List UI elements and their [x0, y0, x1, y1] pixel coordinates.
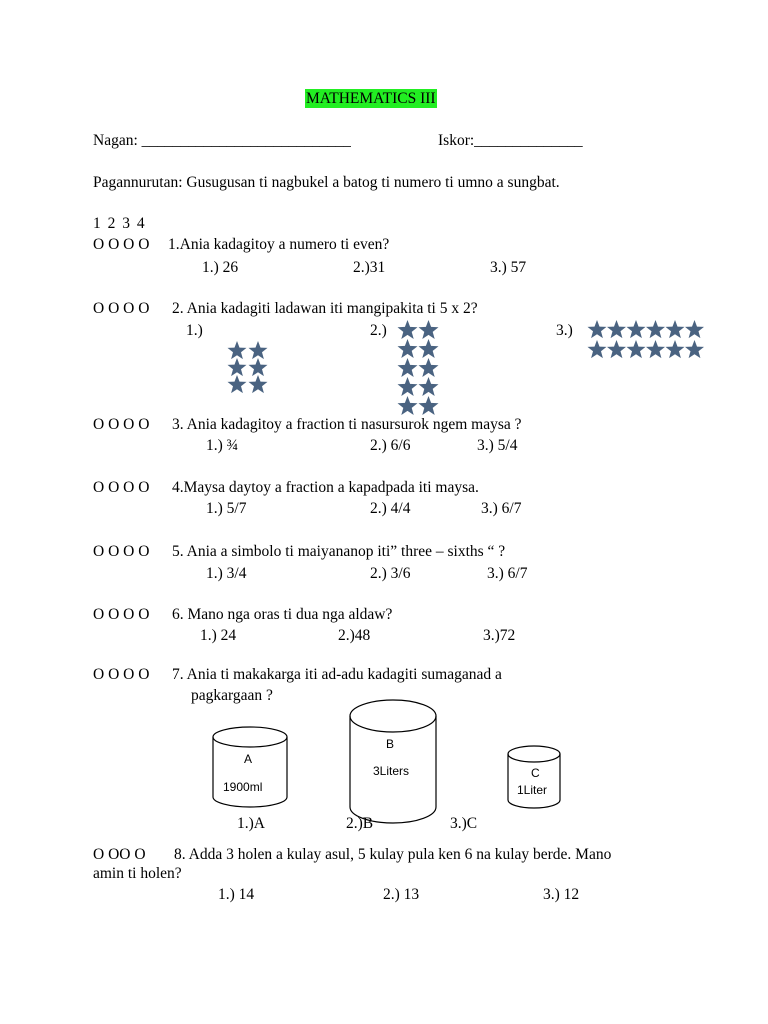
question-4-text: 4.Maysa daytoy a fraction a kapadpada iti maysa.: [172, 479, 479, 496]
question-8-choice-3: 3.) 12: [543, 886, 580, 903]
answer-column-numbers: 1 2 3 4: [93, 215, 145, 232]
star-icon: [228, 358, 247, 376]
star-icon: [398, 396, 418, 415]
question-4-choice-2: 2.) 4/4: [370, 500, 411, 517]
star-icon: [685, 320, 704, 338]
question-8-text: 8. Adda 3 holen a kulay asul, 5 kulay pula ken 6 na kulay berde. Mano: [174, 846, 612, 863]
question-1-choice-2: 2.)31: [353, 259, 386, 276]
star-icon: [627, 320, 646, 338]
question-5-text: 5. Ania a simbolo ti maiyananop iti” three – sixths “ ?: [172, 543, 506, 560]
star-icon: [398, 320, 418, 339]
star-group-option-2: [396, 319, 446, 414]
star-icon: [627, 340, 646, 358]
star-icon: [607, 340, 626, 358]
question-7-choice-1: 1.)A: [237, 815, 265, 832]
question-6-bubbles[interactable]: O O O O: [93, 606, 150, 623]
question-8-text-continued: amin ti holen?: [93, 865, 182, 882]
question-2-text: 2. Ania kadagiti ladawan iti mangipakita ti 5 x 2?: [172, 300, 478, 317]
container-b-letter: B: [386, 737, 395, 751]
question-4-bubbles[interactable]: O O O O: [93, 479, 150, 496]
star-group-option-1: [226, 340, 276, 396]
star-icon: [685, 340, 704, 358]
container-c-letter: C: [531, 766, 540, 780]
container-a: [212, 726, 288, 808]
star-icon: [646, 340, 665, 358]
question-1-choice-1: 1.) 26: [202, 259, 239, 276]
question-1-bubbles[interactable]: O O O O: [93, 236, 150, 253]
question-8-bubbles[interactable]: O OO O: [93, 846, 146, 863]
container-b-amount: 3Liters: [373, 764, 410, 778]
star-icon: [419, 339, 439, 358]
star-icon: [607, 320, 626, 338]
question-6-choice-3: 3.)72: [483, 627, 516, 644]
question-4-choice-3: 3.) 6/7: [481, 500, 522, 517]
question-7-choice-3: 3.)C: [450, 815, 478, 832]
star-icon: [228, 341, 247, 359]
star-icon: [249, 341, 268, 359]
question-7-text-continued: pagkargaan ?: [191, 687, 273, 704]
star-icon: [419, 377, 439, 396]
star-icon: [398, 377, 418, 396]
instructions: Pagannurutan: Gusugusan ti nagbukel a batog ti numero ti umno a sungbat.: [93, 174, 560, 191]
container-a-letter: A: [244, 752, 253, 766]
star-icon: [666, 340, 685, 358]
question-6-choice-1: 1.) 24: [200, 627, 237, 644]
question-5-choice-3: 3.) 6/7: [487, 565, 528, 582]
star-icon: [398, 358, 418, 377]
question-3-bubbles[interactable]: O O O O: [93, 416, 150, 433]
star-icon: [249, 375, 268, 393]
question-7-text: 7. Ania ti makakarga iti ad-adu kadagiti sumaganad a: [172, 666, 502, 683]
question-7-choice-2: 2.)B: [346, 815, 374, 832]
question-2-bubbles[interactable]: O O O O: [93, 300, 150, 317]
question-5-choice-1: 1.) 3/4: [206, 565, 247, 582]
star-group-option-3: [586, 319, 711, 364]
question-6-choice-2: 2.)48: [338, 627, 371, 644]
question-7-bubbles[interactable]: O O O O: [93, 666, 150, 683]
container-c-amount: 1Liter: [517, 783, 548, 797]
question-1-choice-3: 3.) 57: [490, 259, 527, 276]
score-field-label: Iskor:______________: [438, 132, 583, 149]
question-3-text: 3. Ania kadagitoy a fraction ti nasursurok ngem maysa ?: [172, 416, 522, 433]
question-3-choice-2: 2.) 6/6: [370, 437, 411, 454]
star-icon: [646, 320, 665, 338]
star-icon: [419, 320, 439, 339]
question-1-text: 1.Ania kadagitoy a numero ti even?: [168, 236, 390, 253]
star-icon: [588, 340, 607, 358]
question-2-choice-1: 1.): [186, 322, 203, 339]
container-a-amount: 1900ml: [223, 780, 263, 794]
star-icon: [398, 339, 418, 358]
question-8-choice-1: 1.) 14: [218, 886, 255, 903]
question-2-choice-3: 3.): [556, 322, 573, 339]
question-3-choice-1: 1.) ¾: [206, 437, 239, 454]
question-8-choice-2: 2.) 13: [383, 886, 420, 903]
question-6-text: 6. Mano nga oras ti dua nga aldaw?: [172, 606, 393, 623]
page-title: MATHEMATICS III: [306, 90, 436, 107]
question-4-choice-1: 1.) 5/7: [206, 500, 247, 517]
star-icon: [419, 358, 439, 377]
star-icon: [419, 396, 439, 415]
star-icon: [249, 358, 268, 376]
question-2-choice-2: 2.): [370, 322, 387, 339]
star-icon: [228, 375, 247, 393]
star-icon: [588, 320, 607, 338]
name-field-label: Nagan: ___________________________: [93, 132, 351, 149]
container-b: [349, 699, 437, 825]
question-5-choice-2: 2.) 3/6: [370, 565, 411, 582]
question-5-bubbles[interactable]: O O O O: [93, 543, 150, 560]
star-icon: [666, 320, 685, 338]
question-3-choice-3: 3.) 5/4: [477, 437, 518, 454]
